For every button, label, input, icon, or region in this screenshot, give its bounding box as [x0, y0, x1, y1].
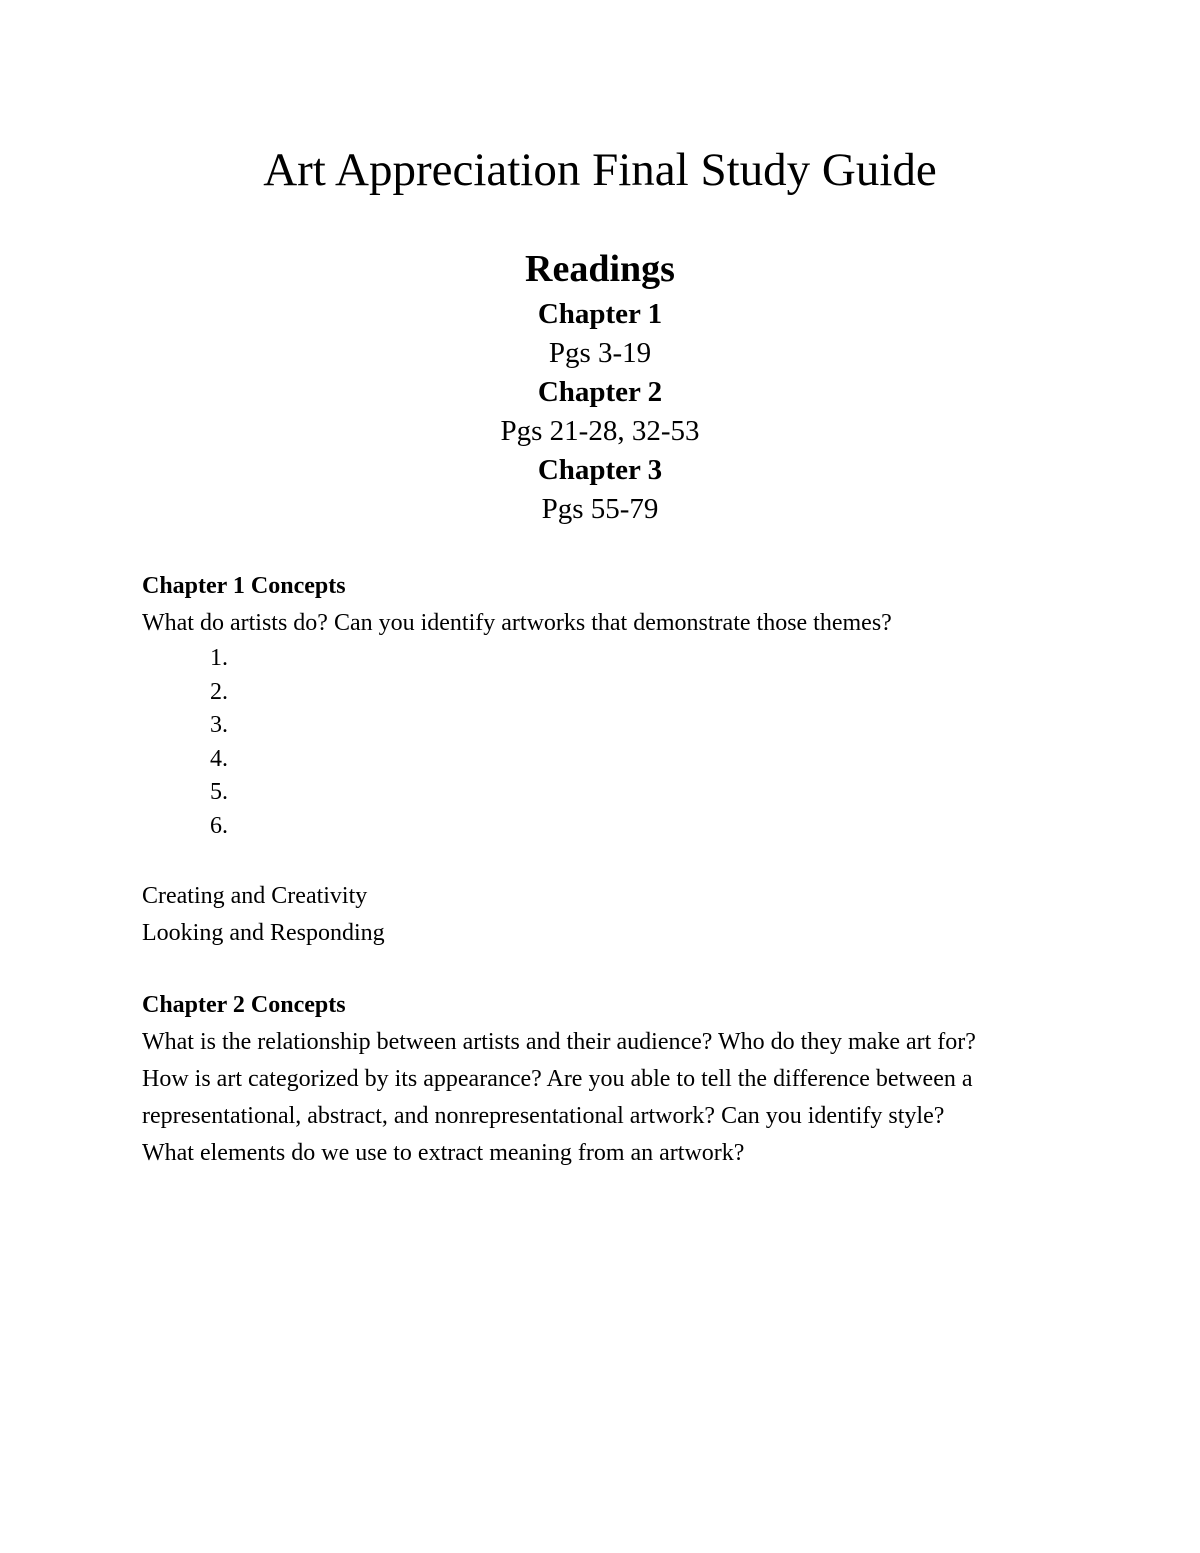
- topic-line: Looking and Responding: [142, 920, 385, 946]
- reading-chapter-3: [0, 451, 1200, 529]
- list-item: 5.: [210, 779, 228, 805]
- readings-section: [0, 244, 1200, 529]
- chapter-pages: Pgs 21-28, 32-53: [500, 415, 700, 447]
- readings-heading: Readings: [525, 248, 675, 290]
- chapter-2-concepts-heading: Chapter 2 Concepts: [142, 992, 346, 1018]
- chapter-2-concepts-section: [142, 987, 1072, 1172]
- chapter-name: Chapter 3: [537, 454, 663, 486]
- chapter-1-question: What do artists do? Can you identify artworks that demonstrate those themes?: [142, 610, 892, 636]
- list-item: 1.: [210, 645, 228, 671]
- chapter-name: Chapter 1: [537, 298, 663, 330]
- chapter-1-concepts-heading: Chapter 1 Concepts: [142, 573, 346, 599]
- chapter-2-question: What elements do we use to extract meaning from an artwork?: [142, 1140, 745, 1166]
- list-item: 2.: [210, 678, 228, 705]
- list-item: 3.: [210, 712, 228, 738]
- chapter-1-concepts-section: [142, 568, 1072, 843]
- list-item: 4.: [210, 745, 228, 772]
- reading-chapter-2: [0, 373, 1200, 451]
- themes-numbered-list: [142, 642, 1072, 843]
- chapter-2-question: What is the relationship between artists and their audience? Who do they make art for?: [142, 1029, 976, 1055]
- chapter-2-question: How is art categorized by its appearance? Are you able to tell the difference between a representational, abstract, and nonrepresentational artwork? Can you identify style?: [142, 1066, 973, 1129]
- chapter-pages: Pgs 3-19: [548, 337, 652, 369]
- document-title: Art Appreciation Final Study Guide: [263, 144, 937, 196]
- reading-chapter-1: [0, 295, 1200, 373]
- topic-line: Creating and Creativity: [142, 883, 368, 909]
- chapter-name: Chapter 2: [537, 376, 663, 408]
- extra-topics-section: [142, 878, 1072, 952]
- chapter-pages: Pgs 55-79: [541, 493, 659, 525]
- list-item: 6.: [210, 812, 228, 839]
